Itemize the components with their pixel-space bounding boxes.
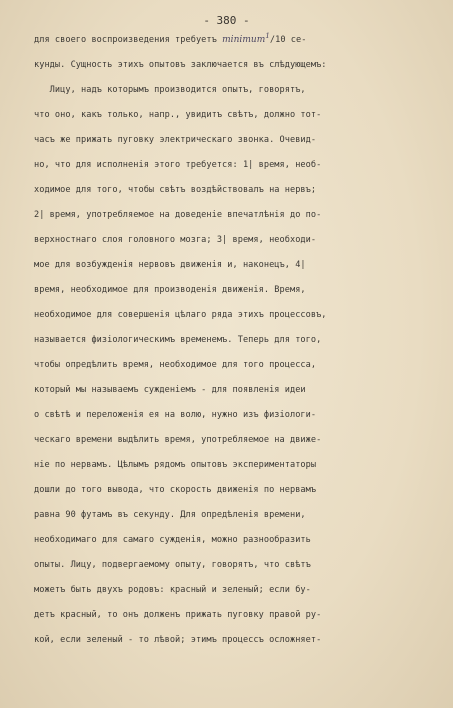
text-line: часъ же прижать пуговку электрическаго звонка. Очевид- [34,135,317,145]
text-line: время, необходимое для производенія движенія. Время, [34,285,306,295]
handwritten-insert: minimum [222,35,266,45]
text-line [34,34,306,46]
text-line: опыты. Лицу, подвергаемому опыту, говорятъ, что свѣтъ [34,560,311,570]
text-line: называется физіологическимъ временемъ. Теперь для того, [34,335,322,345]
text-line: чтобы опредѣлить время, необходимое для того процесса, [34,360,317,370]
text-line: ходимое для того, чтобы свѣтъ воздѣйствовалъ на нервъ; [34,185,317,195]
text-line: но, что для исполненія этого требуется: 1| время, необ- [34,160,322,170]
text-line: который мы называемъ сужденіемъ - для появленія идеи [34,385,306,395]
text-segment: для своего воспроизведения требуетъ [34,35,223,45]
text-line: равна 90 футамъ въ секунду. Для опредѣленія времени, [34,510,306,520]
text-line: можетъ быть двухъ родовъ: красный и зеленый; если бу- [34,585,311,595]
text-line: о свѣтѣ и переложенія ея на волю, нужно изъ физіологи- [34,410,317,420]
text-line: мое для возбужденія нервовъ движенія и, наконецъ, 4| [34,260,306,270]
text-line: верхностнаго слоя головного мозга; 3| время, необходи- [34,235,317,245]
text-line: Лицу, надъ которымъ производится опытъ, говорятъ, [34,85,306,95]
text-line: ческаго времени выдѣлить время, употребляемое на движе- [34,435,322,445]
text-line: детъ красный, то онъ долженъ прижать пуговку правой ру- [34,610,322,620]
text-line: дошли до того вывода, что скорость движенія по нервамъ [34,485,317,495]
handwritten-superscript: 1 [265,32,270,40]
text-line: кой, если зеленый - то лѣвой; этимъ процессъ осложняет- [34,635,322,645]
text-line: что оно, какъ только, напр., увидитъ свѣтъ, должно тот- [34,110,322,120]
text-line: необходимаго для самаго сужденія, можно разнообразить [34,535,311,545]
text-segment: /10 се- [269,35,307,45]
text-line: ніе по нервамъ. Цѣлымъ рядомъ опытовъ экспериментаторы [34,460,317,470]
text-line: 2| время, употребляемое на доведеніе впечатлѣнія до по- [34,210,322,220]
text-line: кунды. Сущность этихъ опытовъ заключается въ слѣдующемъ: [34,60,327,70]
text-line: необходимое для совершенія цѣлаго ряда этихъ процессовъ, [34,310,327,320]
page-number: - 380 - [203,14,250,27]
